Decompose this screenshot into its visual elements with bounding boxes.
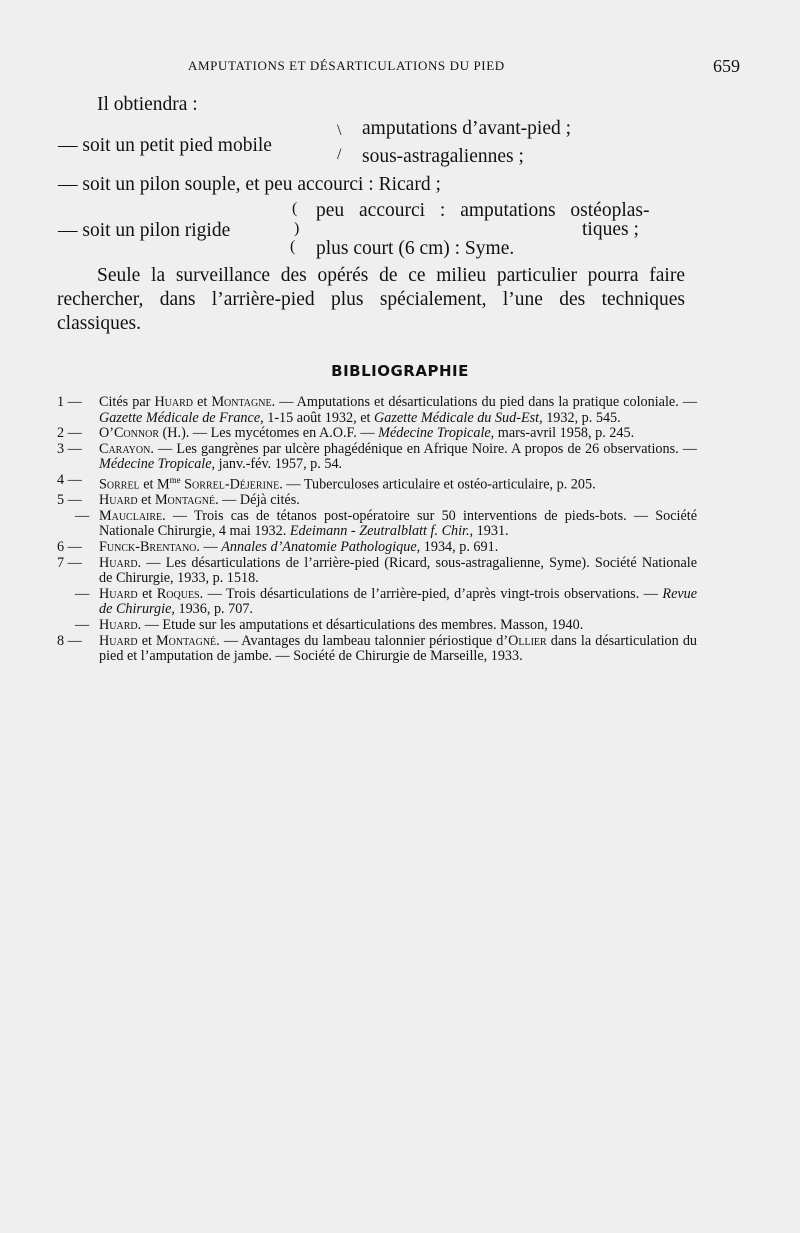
- reference-item: [57, 634, 697, 665]
- reference-number: 7 —: [57, 554, 82, 571]
- reference-item: [57, 556, 697, 587]
- closing-paragraph: Seule la surveillance des opérés de ce milieu particulier pourra faire rechercher, dans l’arrière-pied plus spécialement, l’une des techniques classiques.: [57, 265, 685, 334]
- reference-author: Huard: [99, 632, 138, 649]
- reference-author: Huard: [154, 394, 194, 410]
- reference-number: 8 —: [57, 632, 82, 649]
- reference-number: —: [75, 507, 90, 524]
- reference-text: 1932, p. 545.: [546, 409, 621, 426]
- reference-item: [57, 618, 697, 634]
- intro-lead: Il obtiendra :: [97, 94, 198, 115]
- reference-item: [57, 509, 697, 540]
- reference-text: 1934, p. 691.: [423, 539, 499, 556]
- reference-text: et M: [143, 476, 170, 493]
- case1-option-1: amputations d’avant-pied ;: [362, 118, 572, 139]
- reference-author: Mauclaire.: [99, 507, 166, 524]
- reference-author: Huard: [99, 492, 138, 509]
- reference-number: 3 —: [57, 440, 82, 457]
- reference-text: 1936, p. 707.: [178, 601, 253, 618]
- reference-journal: Médecine Tropicale,: [99, 456, 216, 473]
- reference-text: — Déjà cités.: [222, 492, 300, 509]
- reference-text: 1931.: [476, 523, 509, 540]
- brace-top-icon: \: [337, 122, 342, 139]
- page-header: [60, 58, 740, 80]
- case3-label: — soit un pilon rigide: [58, 220, 231, 241]
- reference-superscript: me: [169, 474, 181, 485]
- reference-author: Ollier: [508, 632, 547, 649]
- brace-bottom-icon: /: [337, 146, 342, 163]
- reference-item: [57, 493, 697, 509]
- reference-author: Roques.: [156, 585, 204, 602]
- bibliography-title: BIBLIOGRAPHIE: [331, 362, 469, 380]
- reference-author: Huard.: [99, 554, 142, 571]
- reference-text: (H.). — Les mycétomes en A.O.F. —: [162, 425, 375, 442]
- brace-middle-icon: ): [294, 220, 300, 237]
- reference-text: — Trois cas de tétanos post-opératoire sur 50 interventions de pieds-bots. — Société Nationale Chirurgie, 4 mai 1932.: [99, 507, 698, 540]
- reference-journal: Médecine Tropicale,: [378, 425, 495, 442]
- reference-text: et: [142, 585, 153, 602]
- reference-journal: Gazette Médicale du Sud-Est,: [374, 409, 543, 426]
- reference-author: Montagne.: [211, 394, 276, 410]
- reference-number: —: [75, 617, 90, 634]
- brace-top-icon-2: (: [292, 200, 298, 217]
- reference-text: dans la désarticulation du pied et l’amputation de jambe. — Société de Chirurgie de Marseille, 1933.: [99, 632, 698, 665]
- reference-author: Montagné.: [154, 492, 219, 509]
- case3-option-1b: tiques ;: [582, 219, 639, 240]
- reference-text: —: [203, 539, 218, 556]
- case1-label: — soit un petit pied mobile: [58, 135, 272, 156]
- reference-number: 5 —: [57, 492, 82, 509]
- reference-author: Carayon.: [99, 440, 154, 457]
- reference-number: —: [75, 585, 90, 602]
- reference-author: Sorrel-Déjerine.: [184, 476, 283, 493]
- reference-text: et: [141, 492, 152, 509]
- reference-text: et: [141, 632, 152, 649]
- running-title: AMPUTATIONS ET DÉSARTICULATIONS DU PIED: [188, 58, 505, 73]
- reference-text: et: [197, 394, 208, 410]
- case2-line: — soit un pilon souple, et peu accourci : Ricard ;: [58, 174, 441, 195]
- reference-text: janv.-fév. 1957, p. 54.: [218, 456, 343, 473]
- brace-bottom-icon-2: (: [290, 238, 296, 255]
- reference-author: O’Connor: [99, 425, 159, 442]
- reference-author: Funck-Brentano.: [99, 539, 200, 556]
- reference-number: 4 —: [57, 471, 82, 488]
- reference-journal: Annales d’Anatomie Pathologique,: [221, 539, 421, 556]
- page-number: 659: [713, 56, 740, 76]
- reference-item: [57, 473, 697, 493]
- case3-option-2: plus court (6 cm) : Syme.: [316, 238, 515, 259]
- reference-author: Huard.: [99, 617, 142, 634]
- reference-number: 1 —: [57, 394, 82, 410]
- reference-text: — Trois désarticulations de l’arrière-pied, d’après vingt-trois observations. —: [207, 585, 658, 602]
- reference-text: — Les désarticulations de l’arrière-pied (Ricard, sous-astragalienne, Syme). Société Nationale de Chirurgie, 1933, p. 1518.: [99, 554, 697, 587]
- bibliography-list: [57, 395, 697, 665]
- reference-item: [57, 587, 697, 618]
- reference-journal: Gazette Médicale de France,: [99, 409, 264, 426]
- reference-item: [57, 395, 697, 426]
- reference-number: 2 —: [57, 425, 82, 442]
- reference-item: [57, 442, 697, 473]
- reference-text: — Etude sur les amputations et désarticulations des membres. Masson, 1940.: [144, 617, 584, 634]
- reference-author: Sorrel: [99, 476, 140, 493]
- reference-item: [57, 426, 697, 442]
- reference-text: — Amputations et désarticulations du pied dans la pratique coloniale. —: [279, 394, 698, 410]
- case3-option-1a-text: peu accourci : amputations ostéoplas-: [316, 200, 650, 221]
- case1-option-2: sous-astragaliennes ;: [362, 146, 524, 167]
- reference-journal: Revue de Chirurgie,: [99, 585, 698, 618]
- reference-text: mars-avril 1958, p. 245.: [497, 425, 635, 442]
- reference-author: Montagné.: [156, 632, 220, 649]
- reference-text: — Tuberculoses articulaire et ostéo-articulaire, p. 205.: [286, 476, 596, 493]
- reference-journal: Edeimann - Zeutralblatt f. Chir.,: [289, 523, 474, 540]
- reference-text: Cités par: [99, 394, 151, 410]
- reference-text: — Avantages du lambeau talonnier périostique d’: [223, 632, 509, 649]
- reference-number: 6 —: [57, 539, 82, 556]
- reference-text: 1-15 août 1932, et: [267, 409, 371, 426]
- reference-text: — Les gangrènes par ulcère phagédénique en Afrique Noire. A propos de 26 observations. —: [158, 440, 697, 457]
- reference-item: [57, 540, 697, 556]
- reference-author: Huard: [99, 585, 138, 602]
